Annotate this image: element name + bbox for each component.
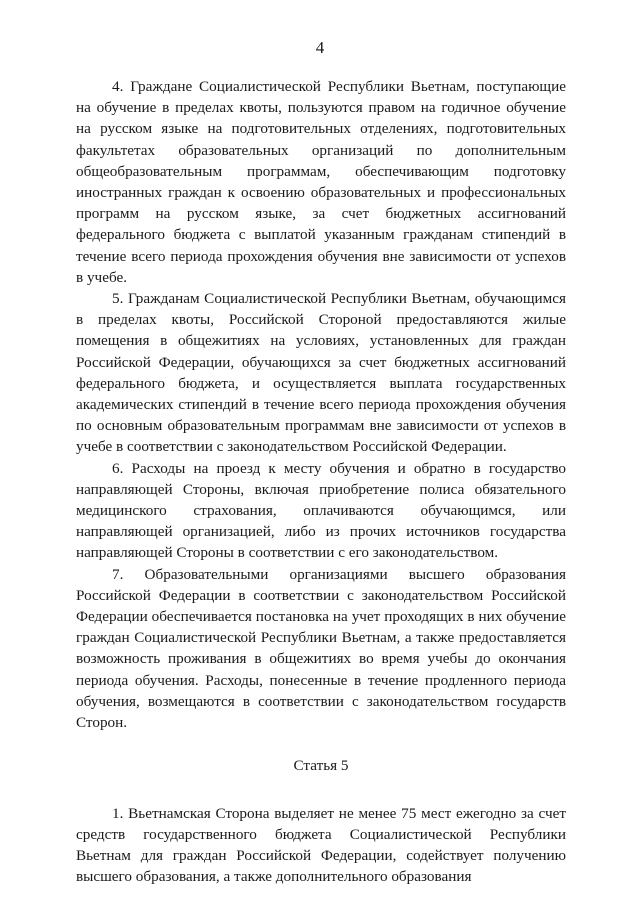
paragraph-4: 4. Граждане Социалистической Республики Вьетнам, поступающие на обучение в пределах квоты, пользуются правом на годичное обучение на русском языке на подготовительных отделениях, подготовительных факультетах образовательных организаций по дополнительным общеобразовательным программам, обеспечивающим подготовку иностранных граждан к освоению образовательных и профессиональных программ на русском языке, за счет бюджетных ассигнований федерального бюджета с выплатой указанным гражданам стипендий в течение всего периода прохождения обучения вне зависимости от успехов в учебе. [76,78,566,286]
paragraph-6: 6. Расходы на проезд к месту обучения и обратно в государство направляющей Стороны, включая приобретение полиса обязательного медицинского страхования, оплачиваются обучающимся, или направляющей организацией, либо из прочих источников государства направляющей Стороны в соответствии с его законодательством. [76,459,566,562]
article-5-paragraph-1: 1. Вьетнамская Сторона выделяет не менее 75 мест ежегодно за счет средств государственного бюджета Социалистической Республики Вьетнам для граждан Российской Федерации, содействует получению высшего образования, а также дополнительного образования [76,804,566,886]
article-heading: Статья 5 [293,757,349,775]
page-number: 4 [315,38,325,57]
document-body [76,76,566,887]
paragraph-7: 7. Образовательными организациями высшего образования Российской Федерации в соответствии с законодательством Российской Федерации обеспечивается постановка на учет проходящих в них обучение граждан Социалистической Республики Вьетнам, а также предоставляется возможность проживания в общежитиях во время учебы до окончания периода обучения. Расходы, понесенные в течение продленного периода обучения, возмещаются в соответствии с законодательством государств Сторон. [76,565,566,732]
paragraph-5: 5. Гражданам Социалистической Республики Вьетнам, обучающимся в пределах квоты, Российской Стороной предоставляются жилые помещения в общежитиях на условиях, установленных для граждан Российской Федерации, обучающихся за счет бюджетных ассигнований федерального бюджета, и осуществляется выплата государственных академических стипендий в течение всего периода прохождения обучения по основным образовательным программам вне зависимости от успехов в учебе в соответствии с законодательством Российской Федерации. [76,290,566,456]
